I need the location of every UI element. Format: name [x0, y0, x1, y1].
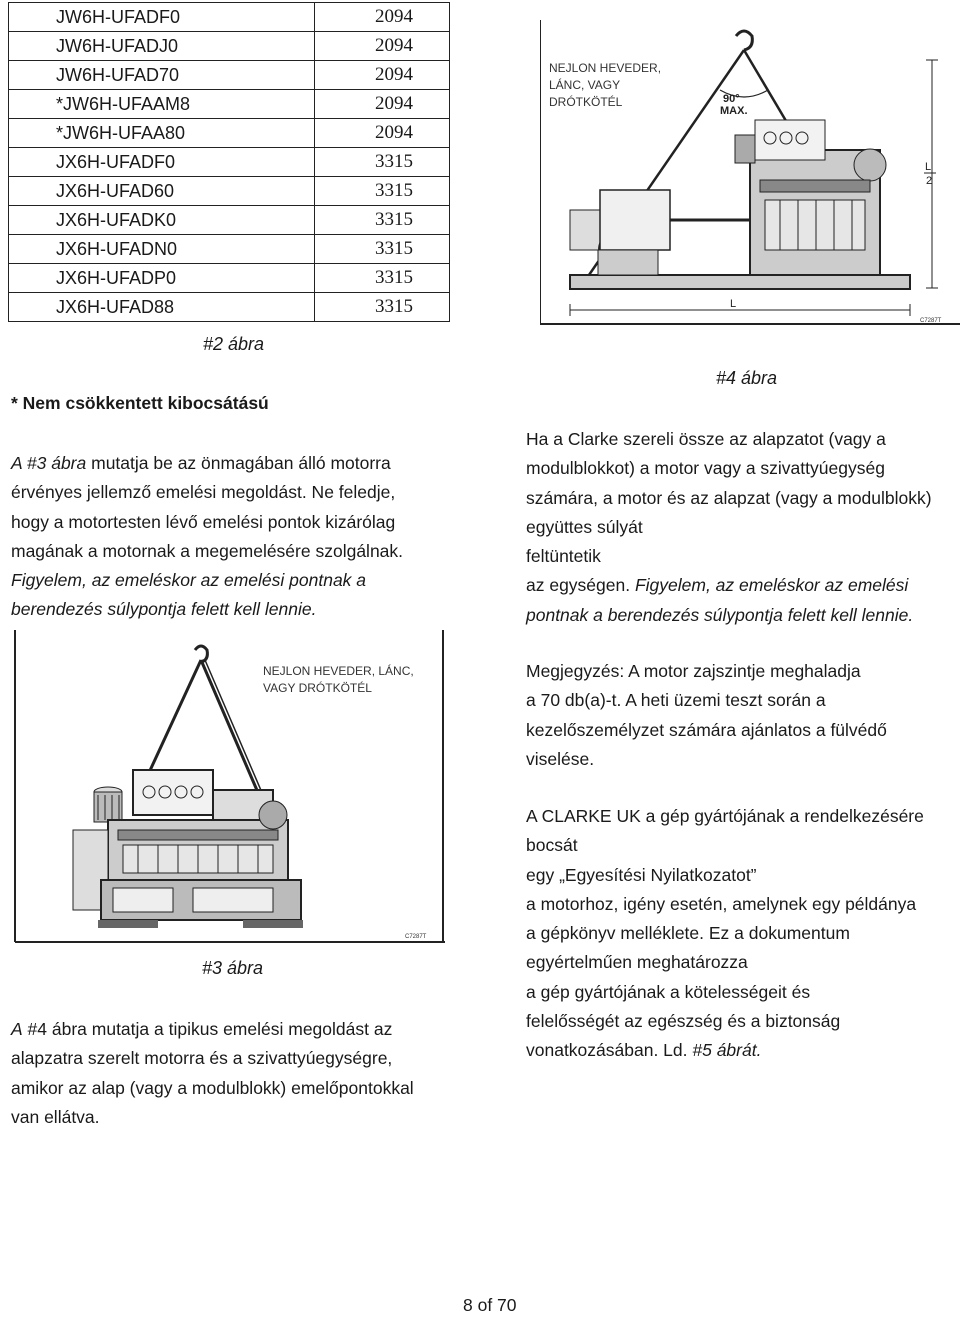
- warning-text: Figyelem, az emeléskor az emelési: [634, 575, 909, 596]
- line: [526, 571, 956, 600]
- line: a gép gyártójának a kötelességeit és: [526, 981, 811, 1002]
- value-cell: 3315: [315, 264, 450, 293]
- line: a 70 db(a)-t. A heti üzemi teszt során a: [526, 690, 826, 711]
- value-cell: 3315: [315, 293, 450, 322]
- line: feltüntetik: [526, 546, 601, 567]
- table-row: [9, 61, 450, 90]
- line: kezelőszemélyzet számára ajánlatos a fülvédő: [526, 719, 887, 740]
- figure-3-caption: #3 ábra: [202, 958, 264, 978]
- line: egyértelműen meghatározza: [526, 952, 748, 973]
- line: Ha a Clarke szereli össze az alapzatot (vagy a: [526, 429, 886, 449]
- figure-ref: A #3 ábra: [11, 453, 87, 473]
- table-row: [9, 32, 450, 61]
- value-cell: 3315: [315, 235, 450, 264]
- model-cell: JW6H-UFADJ0: [9, 32, 315, 61]
- label-line: LÁNC, VAGY: [549, 78, 621, 92]
- model-cell: JW6H-UFADF0: [9, 3, 315, 32]
- figure-ref: #5 ábrát.: [692, 1040, 762, 1061]
- value-cell: 2094: [315, 119, 450, 148]
- line: hogy a motortesten lévő emelési pontok kizárólag: [11, 511, 396, 532]
- model-cell: JX6H-UFADP0: [9, 264, 315, 293]
- right-paragraph-1: [526, 425, 956, 630]
- table-row: [9, 90, 450, 119]
- model-cell: JX6H-UFADN0: [9, 235, 315, 264]
- label-line: NEJLON HEVEDER,: [549, 61, 662, 75]
- dimension-label: L: [730, 298, 737, 310]
- table-row: [9, 235, 450, 264]
- value-cell: 2094: [315, 3, 450, 32]
- label-line: DRÓTKÖTÉL: [549, 95, 623, 109]
- text: mutatja be az önmagában álló motorra: [86, 453, 391, 473]
- line: viselése.: [526, 748, 595, 769]
- table-row: [9, 293, 450, 322]
- line: [526, 1036, 956, 1065]
- model-cell: JX6H-UFADF0: [9, 148, 315, 177]
- right-paragraph-2: [526, 657, 956, 774]
- page-number: 8 of 70: [463, 1295, 517, 1315]
- line: amikor az alap (vagy a modulblokk) emelőpontokkal: [11, 1077, 414, 1098]
- dimension-label: 2: [926, 175, 933, 187]
- left-paragraph-2: [11, 1015, 451, 1132]
- model-cell: *JW6H-UFAA80: [9, 119, 315, 148]
- left-paragraph-1: [11, 449, 451, 625]
- figure-3-sling-label: [263, 663, 414, 697]
- table-row: [9, 264, 450, 293]
- model-cell: *JW6H-UFAAM8: [9, 90, 315, 119]
- footnote: * Nem csökkentett kibocsátású: [11, 393, 269, 413]
- table-row: [9, 148, 450, 177]
- line: magának a motornak a megemelésére szolgálnak.: [11, 540, 404, 561]
- table-row: [9, 177, 450, 206]
- model-cell: JX6H-UFADK0: [9, 206, 315, 235]
- line: Megjegyzés: A motor zajszintje meghaladja: [526, 661, 861, 681]
- label-line: NEJLON HEVEDER, LÁNC,: [263, 664, 414, 678]
- model-table: [8, 2, 450, 322]
- line: számára, a motor és az alapzat (vagy a modulblokk): [526, 487, 932, 508]
- table-row: [9, 119, 450, 148]
- dimension-label: L: [925, 161, 932, 173]
- model-table-body: [9, 3, 450, 322]
- label-line: VAGY DRÓTKÖTÉL: [263, 681, 372, 695]
- model-cell: JX6H-UFAD60: [9, 177, 315, 206]
- line: együttes súlyát: [526, 516, 643, 537]
- figure-4-caption: #4 ábra: [716, 368, 778, 388]
- value-cell: 3315: [315, 148, 450, 177]
- drawing-code: C7287T: [920, 318, 942, 324]
- value-cell: 2094: [315, 61, 450, 90]
- text: vonatkozásában. Ld.: [526, 1040, 693, 1061]
- line: A CLARKE UK a gép gyártójának a rendelkezésére: [526, 806, 924, 826]
- line: felelősségét az egészség és a biztonság: [526, 1011, 841, 1032]
- text: #4 ábra mutatja a tipikus emelési megoldást az: [22, 1019, 393, 1039]
- model-cell: JW6H-UFAD70: [9, 61, 315, 90]
- line: bocsát: [526, 835, 578, 856]
- line: [11, 449, 451, 478]
- value-cell: 3315: [315, 206, 450, 235]
- line: modulblokkot) a motor vagy a szivattyúegység: [526, 458, 885, 479]
- angle-label: 90°: [723, 93, 740, 105]
- text-italic: A: [11, 1019, 23, 1039]
- angle-label: MAX.: [720, 105, 748, 117]
- warning-line: berendezés súlypontja felett kell lennie.: [11, 599, 317, 620]
- line: [11, 1015, 451, 1044]
- value-cell: 3315: [315, 177, 450, 206]
- text: az egységen.: [526, 575, 635, 596]
- table-row: [9, 3, 450, 32]
- value-cell: 2094: [315, 32, 450, 61]
- value-cell: 2094: [315, 90, 450, 119]
- warning-line: pontnak a berendezés súlypontja felett kell lennie.: [526, 604, 914, 625]
- line: érvényes jellemző emelési megoldást. Ne feledje,: [11, 482, 396, 503]
- right-paragraph-3: [526, 802, 956, 1066]
- line: egy „Egyesítési Nyilatkozatot”: [526, 864, 757, 885]
- line: van ellátva.: [11, 1106, 100, 1127]
- figure-4-sling-label: [549, 60, 661, 111]
- line: alapzatra szerelt motorra és a szivattyúegységre,: [11, 1048, 393, 1069]
- drawing-code: C7287T: [405, 934, 427, 940]
- model-cell: JX6H-UFAD88: [9, 293, 315, 322]
- line: a motorhoz, igény esetén, amelynek egy példánya: [526, 893, 917, 914]
- figure-2-caption: #2 ábra: [203, 334, 265, 354]
- line: a gépkönyv melléklete. Ez a dokumentum: [526, 923, 850, 944]
- table-row: [9, 206, 450, 235]
- warning-line: Figyelem, az emeléskor az emelési pontnak a: [11, 570, 367, 591]
